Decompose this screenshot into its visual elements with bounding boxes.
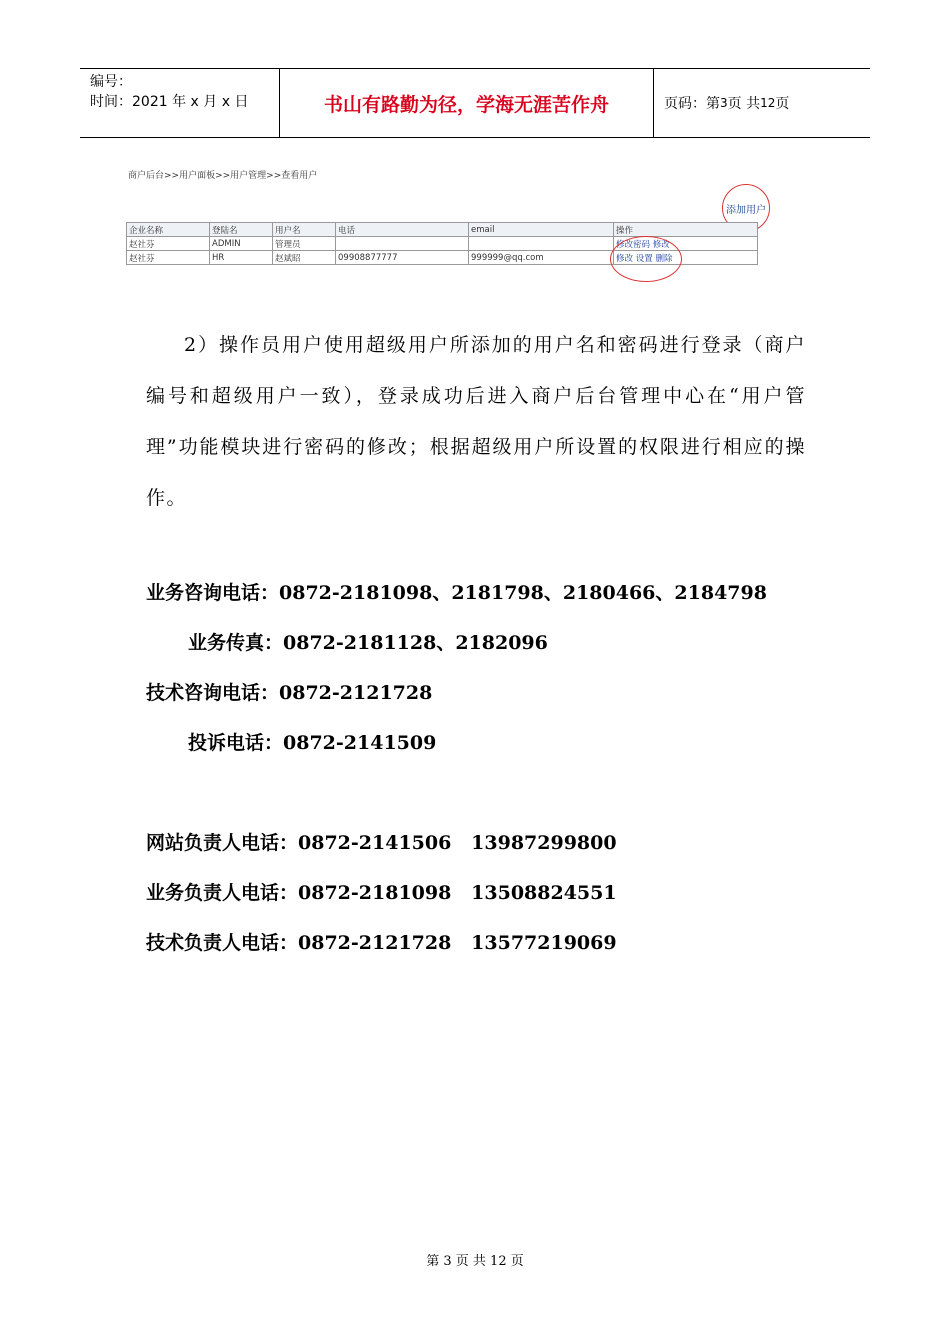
contact-line xyxy=(146,578,767,605)
number-label: 编号： xyxy=(90,74,132,90)
change-password-link[interactable]: 修改密码 xyxy=(616,239,651,250)
page-suffix: 页 xyxy=(775,96,790,112)
cell-company: 赵社芬 xyxy=(127,251,210,265)
add-user-button[interactable]: 添加用户 xyxy=(722,184,770,232)
document-header xyxy=(80,68,870,138)
col-phone: 电话 xyxy=(336,223,469,237)
contact-label: 业务传真： xyxy=(188,632,284,654)
breadcrumb: 商户后台>>用户面板>>用户管理>>查看用户 xyxy=(128,171,318,181)
col-username: 用户名 xyxy=(273,223,336,237)
header-motto: 书山有路勤为径，学海无涯苦作舟 xyxy=(280,69,654,137)
contact-value: 0872-2181098、2181798、2180466、2184798 xyxy=(279,582,767,604)
date-label: 时间：2021 年 x 月 x 日 xyxy=(90,94,249,110)
cell-login: ADMIN xyxy=(210,237,273,251)
settings-link[interactable]: 设置 xyxy=(635,253,653,264)
cell-company: 赵社芬 xyxy=(127,237,210,251)
contact-label: 技术负责人电话： xyxy=(146,932,299,954)
cell-username: 赵斌昭 xyxy=(273,251,336,265)
page-total: 12 xyxy=(760,96,776,110)
contact-label: 业务负责人电话： xyxy=(146,882,299,904)
contact-line xyxy=(146,678,432,705)
page-prefix: 页码：第 xyxy=(664,96,720,112)
col-ops: 操作 xyxy=(614,223,758,237)
contact-label: 技术咨询电话： xyxy=(146,682,280,704)
contact-value: 0872-2121728 xyxy=(279,682,433,704)
contact-line xyxy=(146,928,617,955)
contact-label: 业务咨询电话： xyxy=(146,582,280,604)
contact-line xyxy=(188,628,548,655)
contact-line xyxy=(146,828,617,855)
cell-login: HR xyxy=(210,251,273,265)
highlight-circle xyxy=(610,236,682,282)
contact-value: 0872-2181098 13508824551 xyxy=(298,882,617,904)
page-mid: 页 共 xyxy=(727,96,761,112)
cell-phone xyxy=(336,237,469,251)
col-company: 企业名称 xyxy=(127,223,210,237)
contact-value: 0872-2141509 xyxy=(283,732,437,754)
header-page-info xyxy=(654,69,870,137)
header-meta xyxy=(80,69,280,137)
delete-link[interactable]: 删除 xyxy=(655,253,673,264)
contact-value: 0872-2181128、2182096 xyxy=(283,632,548,654)
instruction-paragraph xyxy=(146,320,806,524)
cell-username: 管理员 xyxy=(273,237,336,251)
paragraph-text: 2）操作员用户使用超级用户所添加的用户名和密码进行登录（商户编号和超级用户一致），登录成功后进入商户后台管理中心在“用户管理”功能模块进行密码的修改；根据超级用户所设置的权限进行相应的操作。 xyxy=(146,334,806,509)
cell-phone: 09908877777 xyxy=(336,251,469,265)
contact-line xyxy=(146,878,617,905)
edit-link[interactable]: 修改 xyxy=(652,239,670,250)
page-footer: 第 3 页 共 12 页 xyxy=(426,1254,524,1269)
page-current: 3 xyxy=(720,96,728,110)
col-email: email xyxy=(469,223,614,237)
contact-line xyxy=(188,728,436,755)
contact-label: 投诉电话： xyxy=(188,732,284,754)
user-management-screenshot xyxy=(126,166,766,284)
col-login: 登陆名 xyxy=(210,223,273,237)
contact-value: 0872-2121728 13577219069 xyxy=(298,932,617,954)
contact-label: 网站负责人电话： xyxy=(146,832,299,854)
contact-value: 0872-2141506 13987299800 xyxy=(298,832,617,854)
table-header-row xyxy=(127,223,758,237)
edit-link[interactable]: 修改 xyxy=(616,253,634,264)
cell-email xyxy=(469,237,614,251)
cell-email: 999999@qq.com xyxy=(469,251,614,265)
